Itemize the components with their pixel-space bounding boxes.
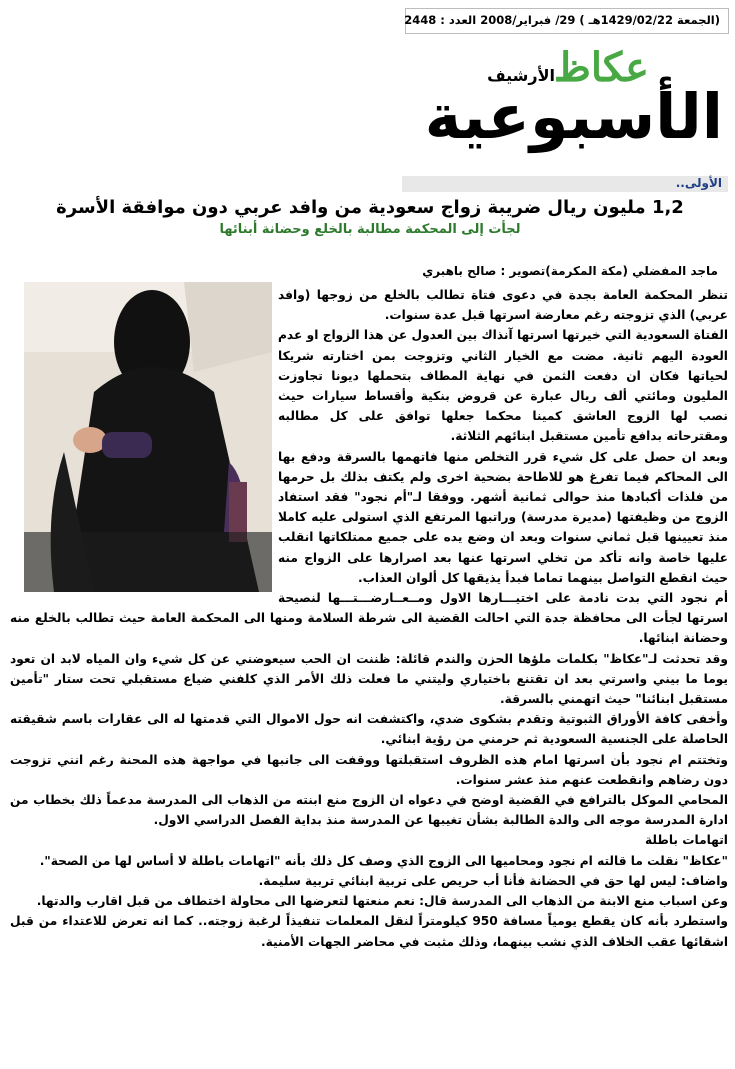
photo-spacer bbox=[10, 285, 278, 595]
section-heading: اتهامات باطلة bbox=[645, 833, 728, 848]
paragraph: وبعد ان حصل على كل شيء قرر التخلص منها فاتهمها بالسرقة ودفع بها الى المحاكم فيما تفرغ هو للاطاحة بضحية اخرى ولم يكتف بذلك بل حرمها من فلذات أكبادها منذ حوالى ثمانية أشهر. ووفقا لـ"أم نجود" فقد استفاد الزوج من وظيفتها (مديرة مدرسة) وراتبها المرتفع الذي استولى عليه كاملا منذ تعيينها قبل ثماني سنوات وبعد ان وضع يده على جميع ممتلكاتها انقلب عليها خاصة وانه تأكد من تخلي اسرتها عنها بعد اصرارها على الزواج منه حيث انقطع التواصل بينهما تماما فبدأ يذيقها كل ألوان العذاب. bbox=[278, 449, 728, 585]
article-subheadline: لجأت إلى المحكمة مطالبة بالخلع وحضانة أبنائها bbox=[219, 222, 521, 237]
article-headline: 1,2 مليون ريال ضريبة زواج سعودية من وافد عربي دون موافقة الأسرة bbox=[56, 197, 684, 218]
paragraph: الفتاة السعودية التي خيرتها اسرتها آنذاك بين العدول عن هذا الزواج او عدم العودة اليهم ثانية. مضت مع الخيار الثاني وتزوجت بمن اختارته شريكا لحياتها فكان ان دفعت الثمن في نهاية المطاف بتحملها ديونا تجاوزت المليون ومائتي ألف ريال عبارة عن قروض بنكية وأقساط سيارات حيث نصب لها الزوج العاشق كمينا محكما جعلها توافق على كل مطالبه ومقترحاته بدافع تأمين مستقبل ابنائهم الثلاثة. bbox=[278, 328, 728, 444]
paragraph: وأخفى كافة الأوراق الثبوتية وتقدم بشكوى ضدي، واكتشفت انه حول الاموال التي قدمتها له الى عقارات باسم شقيقته الحاصلة على الجنسية السعودية ثم حرمني من رؤية ابنائي. bbox=[10, 712, 728, 747]
archive-label: الأرشيف bbox=[487, 66, 555, 85]
issue-date-bar bbox=[405, 8, 729, 34]
article-body bbox=[10, 285, 728, 952]
paragraph: وقد تحدثت لـ"عكاظ" بكلمات ملؤها الحزن والندم قائلة: ظننت ان الحب سيعوضني عن كل شيء وان المياه لابد ان تعود يوما ما بيني واسرتي بعد ان تقتنع باختياري وليتني ما فعلت ذلك الأمر الذي كلفني ضياع مستقبلي تحت ستار "تأمين مستقبل ابنائنا" حيث اتهمني بالسرقة. bbox=[10, 651, 728, 707]
masthead bbox=[380, 44, 725, 174]
weekly-title: الأسبوعية bbox=[424, 80, 723, 153]
paragraph: تنظر المحكمة العامة بجدة في دعوى فتاة تطالب بالخلع من زوجها (وافد عربي) الذي تزوجته رغم معارضة اسرتها قبل عدة سنوات. bbox=[278, 288, 728, 323]
paragraph: المحامي الموكل بالترافع في القضية اوضح في دعواه ان الزوج منع ابنته من الذهاب الى المدرسة مدعماً ذلك بخطاب من ادارة المدرسة موجه الى والدة الطالبة بشأن تغيبها عن المدرسة منذ بداية الفصل الدراسي الاول. bbox=[10, 793, 728, 828]
paragraph: وعن اسباب منع الابنة من الذهاب الى المدرسة قال: نعم منعتها لتعرضها الى محاولة اختطاف من قبل اقارب والدتها. bbox=[36, 894, 728, 909]
paragraph: واستطرد بأنه كان يقطع يومياً مسافة 950 كيلومتراً لنقل المعلمات تنفيذاً لرغبة زوجته.. كما انه تعرض للاعتداء من قبل اشقائها عقب الخلاف الذي نشب بينهما، وذلك مثبت في محاضر الجهات الأمنية. bbox=[10, 914, 728, 949]
article-byline: ماجد المفضلي (مكة المكرمة)تصوير : صالح باهبري bbox=[422, 264, 718, 278]
paragraph: واضاف: ليس لها حق في الحضانة فأنا أب حريص على تربية ابنائي تربية سليمة. bbox=[258, 873, 728, 888]
okaz-logo: عكاظ bbox=[553, 44, 649, 91]
section-bar bbox=[402, 176, 728, 192]
paragraph: "عكاظ" نقلت ما قالته ام نجود ومحاميها الى الزوج الذي وصف كل ذلك بأنه "اتهامات باطلة لا أساس لها من الصحة". bbox=[39, 853, 728, 868]
paragraph: أم نجود التي بدت نادمة على اختيـــارها الاول ومــعــارضـــتـــها لنصيحة اسرتها لجأت الى محافظة جدة التي احالت القضية الى شرطة السلامة ومنها الى المحكمة العامة حيث تطالب بالخلع منه وحضانة ابنائها. bbox=[10, 591, 728, 646]
issue-line: (الجمعة 1429/02/22هـ ) 29/ فبراير/2008 العدد : 2448 bbox=[404, 13, 720, 27]
section-label[interactable]: الأولى.. bbox=[675, 176, 722, 190]
paragraph: وتختتم ام نجود بأن اسرتها امام هذه الظروف استقبلتها ووقفت الى جانبها في مواجهة هذه المحنة رغم انني تزوجت دون رضاهم وانقطعت عنهم منذ عشر سنوات. bbox=[10, 752, 728, 787]
